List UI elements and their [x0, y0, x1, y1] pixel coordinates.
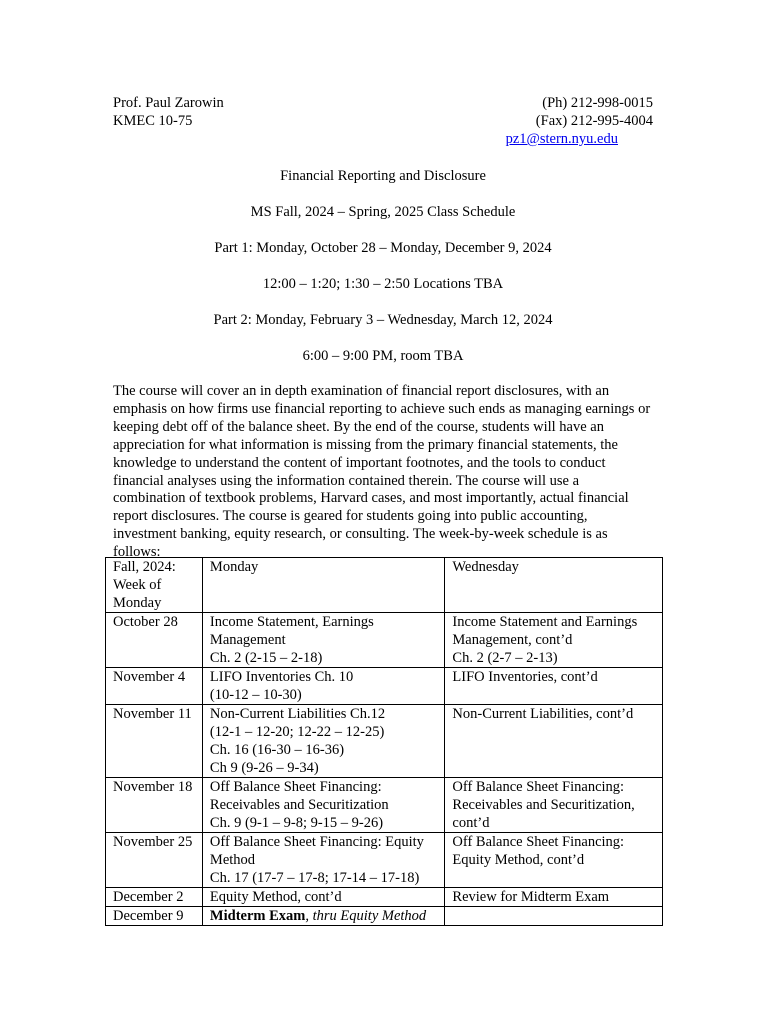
wednesday-cell — [445, 833, 663, 888]
wednesday-cell-line: cont’d — [452, 815, 490, 831]
course-description: The course will cover an in depth examination of financial report disclosures, with an emphasis on how firms use financial reporting to achieve such ends as managing earnings or keeping debt off of the balance sheet. By the end of the course, students will have an appreciation for what information is missing from the primary financial statements, the knowledge to understand the content of important footnotes, and the tools to conduct financial analyses using the information contained therein. The course will use a combination of textbook problems, Harvard cases, and most importantly, actual financial report disclosures. The course is geared for students going into public accounting, investment banking, equity research, or consulting. The week-by-week schedule is as follows: — [113, 383, 651, 561]
monday-cell — [202, 833, 444, 888]
wednesday-cell — [445, 613, 663, 668]
part2-dates: Part 2: Monday, February 3 – Wednesday, March 12, 2024 — [213, 312, 553, 328]
monday-cell — [202, 705, 444, 778]
week-cell: November 4 — [106, 668, 203, 705]
wednesday-cell-line: LIFO Inventories, cont’d — [452, 669, 598, 685]
monday-cell-line: Ch. 9 (9-1 – 9-8; 9-15 – 9-26) — [209, 815, 384, 831]
header-week-line: Monday — [113, 595, 162, 611]
monday-cell — [202, 613, 444, 668]
document-page — [113, 94, 653, 577]
midterm-scope-note: , thru Equity Method — [305, 908, 427, 924]
office-location: KMEC 10-75 — [113, 113, 193, 129]
monday-cell — [202, 907, 444, 926]
week-cell: November 25 — [106, 833, 203, 888]
part1-dates: Part 1: Monday, October 28 – Monday, December 9, 2024 — [214, 240, 552, 256]
table-row — [106, 705, 663, 778]
monday-cell-line: Off Balance Sheet Financing: — [209, 779, 382, 795]
table-header-row — [106, 558, 663, 613]
header-wednesday: Wednesday — [445, 558, 663, 613]
wednesday-cell — [445, 778, 663, 833]
monday-cell-line: LIFO Inventories Ch. 10 — [209, 669, 354, 685]
contact-left — [113, 94, 224, 148]
table-row — [106, 668, 663, 705]
wednesday-cell-line: Equity Method, cont’d — [452, 852, 585, 868]
monday-cell-line: Ch. 16 (16-30 – 16-36) — [209, 742, 345, 758]
part1-times: 12:00 – 1:20; 1:30 – 2:50 Locations TBA — [262, 276, 504, 292]
wednesday-cell-line: Off Balance Sheet Financing: — [452, 834, 625, 850]
email-link[interactable]: pz1@stern.nyu.edu — [505, 131, 618, 147]
table-row — [106, 907, 663, 926]
wednesday-cell-line: Off Balance Sheet Financing: — [452, 779, 625, 795]
wednesday-cell-line: Income Statement and Earnings — [452, 614, 638, 630]
week-cell: November 11 — [106, 705, 203, 778]
week-cell: December 2 — [106, 888, 203, 907]
week-cell: October 28 — [106, 613, 203, 668]
header-week-line: Week of — [113, 577, 162, 593]
monday-cell-line: Non-Current Liabilities Ch.12 — [209, 706, 386, 722]
monday-cell-line: Ch. 2 (2-15 – 2-18) — [209, 650, 323, 666]
table-row — [106, 833, 663, 888]
schedule-table — [105, 557, 663, 926]
phone-number: (Ph) 212-998-0015 — [542, 95, 653, 111]
wednesday-cell-line: Management, cont’d — [452, 632, 573, 648]
fax-number: (Fax) 212-995-4004 — [535, 113, 653, 129]
monday-cell-line: Income Statement, Earnings — [209, 614, 374, 630]
wednesday-cell — [445, 907, 663, 926]
monday-cell-line: Method — [209, 852, 256, 868]
wednesday-cell-line: Ch. 2 (2-7 – 2-13) — [452, 650, 558, 666]
wednesday-cell — [445, 888, 663, 907]
monday-cell-line: (10-12 – 10-30) — [209, 687, 302, 703]
table-row — [106, 888, 663, 907]
monday-cell-line: Off Balance Sheet Financing: Equity — [209, 834, 424, 850]
monday-cell — [202, 668, 444, 705]
monday-cell-line: Ch. 17 (17-7 – 17-8; 17-14 – 17-18) — [209, 870, 420, 886]
contact-right — [506, 94, 653, 148]
wednesday-cell-line: Receivables and Securitization, — [452, 797, 635, 813]
midterm-exam-label: Midterm Exam — [209, 908, 306, 924]
monday-cell — [202, 778, 444, 833]
week-cell: November 18 — [106, 778, 203, 833]
table-row — [106, 613, 663, 668]
professor-name: Prof. Paul Zarowin — [113, 95, 224, 111]
header-week-line: Fall, 2024: — [113, 559, 176, 575]
wednesday-cell-line: Review for Midterm Exam — [452, 889, 610, 905]
monday-cell-line: Equity Method, cont’d — [209, 889, 342, 905]
monday-cell-line: Ch 9 (9-26 – 9-34) — [209, 760, 319, 776]
course-title: Financial Reporting and Disclosure — [280, 168, 486, 184]
part2-times: 6:00 – 9:00 PM, room TBA — [302, 348, 464, 364]
monday-cell-line: Receivables and Securitization — [209, 797, 389, 813]
schedule-title: MS Fall, 2024 – Spring, 2025 Class Schedule — [250, 204, 516, 220]
header-week — [106, 558, 203, 613]
monday-cell-line: (12-1 – 12-20; 12-22 – 12-25) — [209, 724, 385, 740]
table-row — [106, 778, 663, 833]
wednesday-cell — [445, 668, 663, 705]
contact-header — [113, 94, 653, 148]
monday-cell — [202, 888, 444, 907]
header-monday: Monday — [202, 558, 444, 613]
wednesday-cell-line: Non-Current Liabilities, cont’d — [452, 706, 634, 722]
monday-cell-line: Management — [209, 632, 286, 648]
wednesday-cell — [445, 705, 663, 778]
week-cell: December 9 — [106, 907, 203, 926]
